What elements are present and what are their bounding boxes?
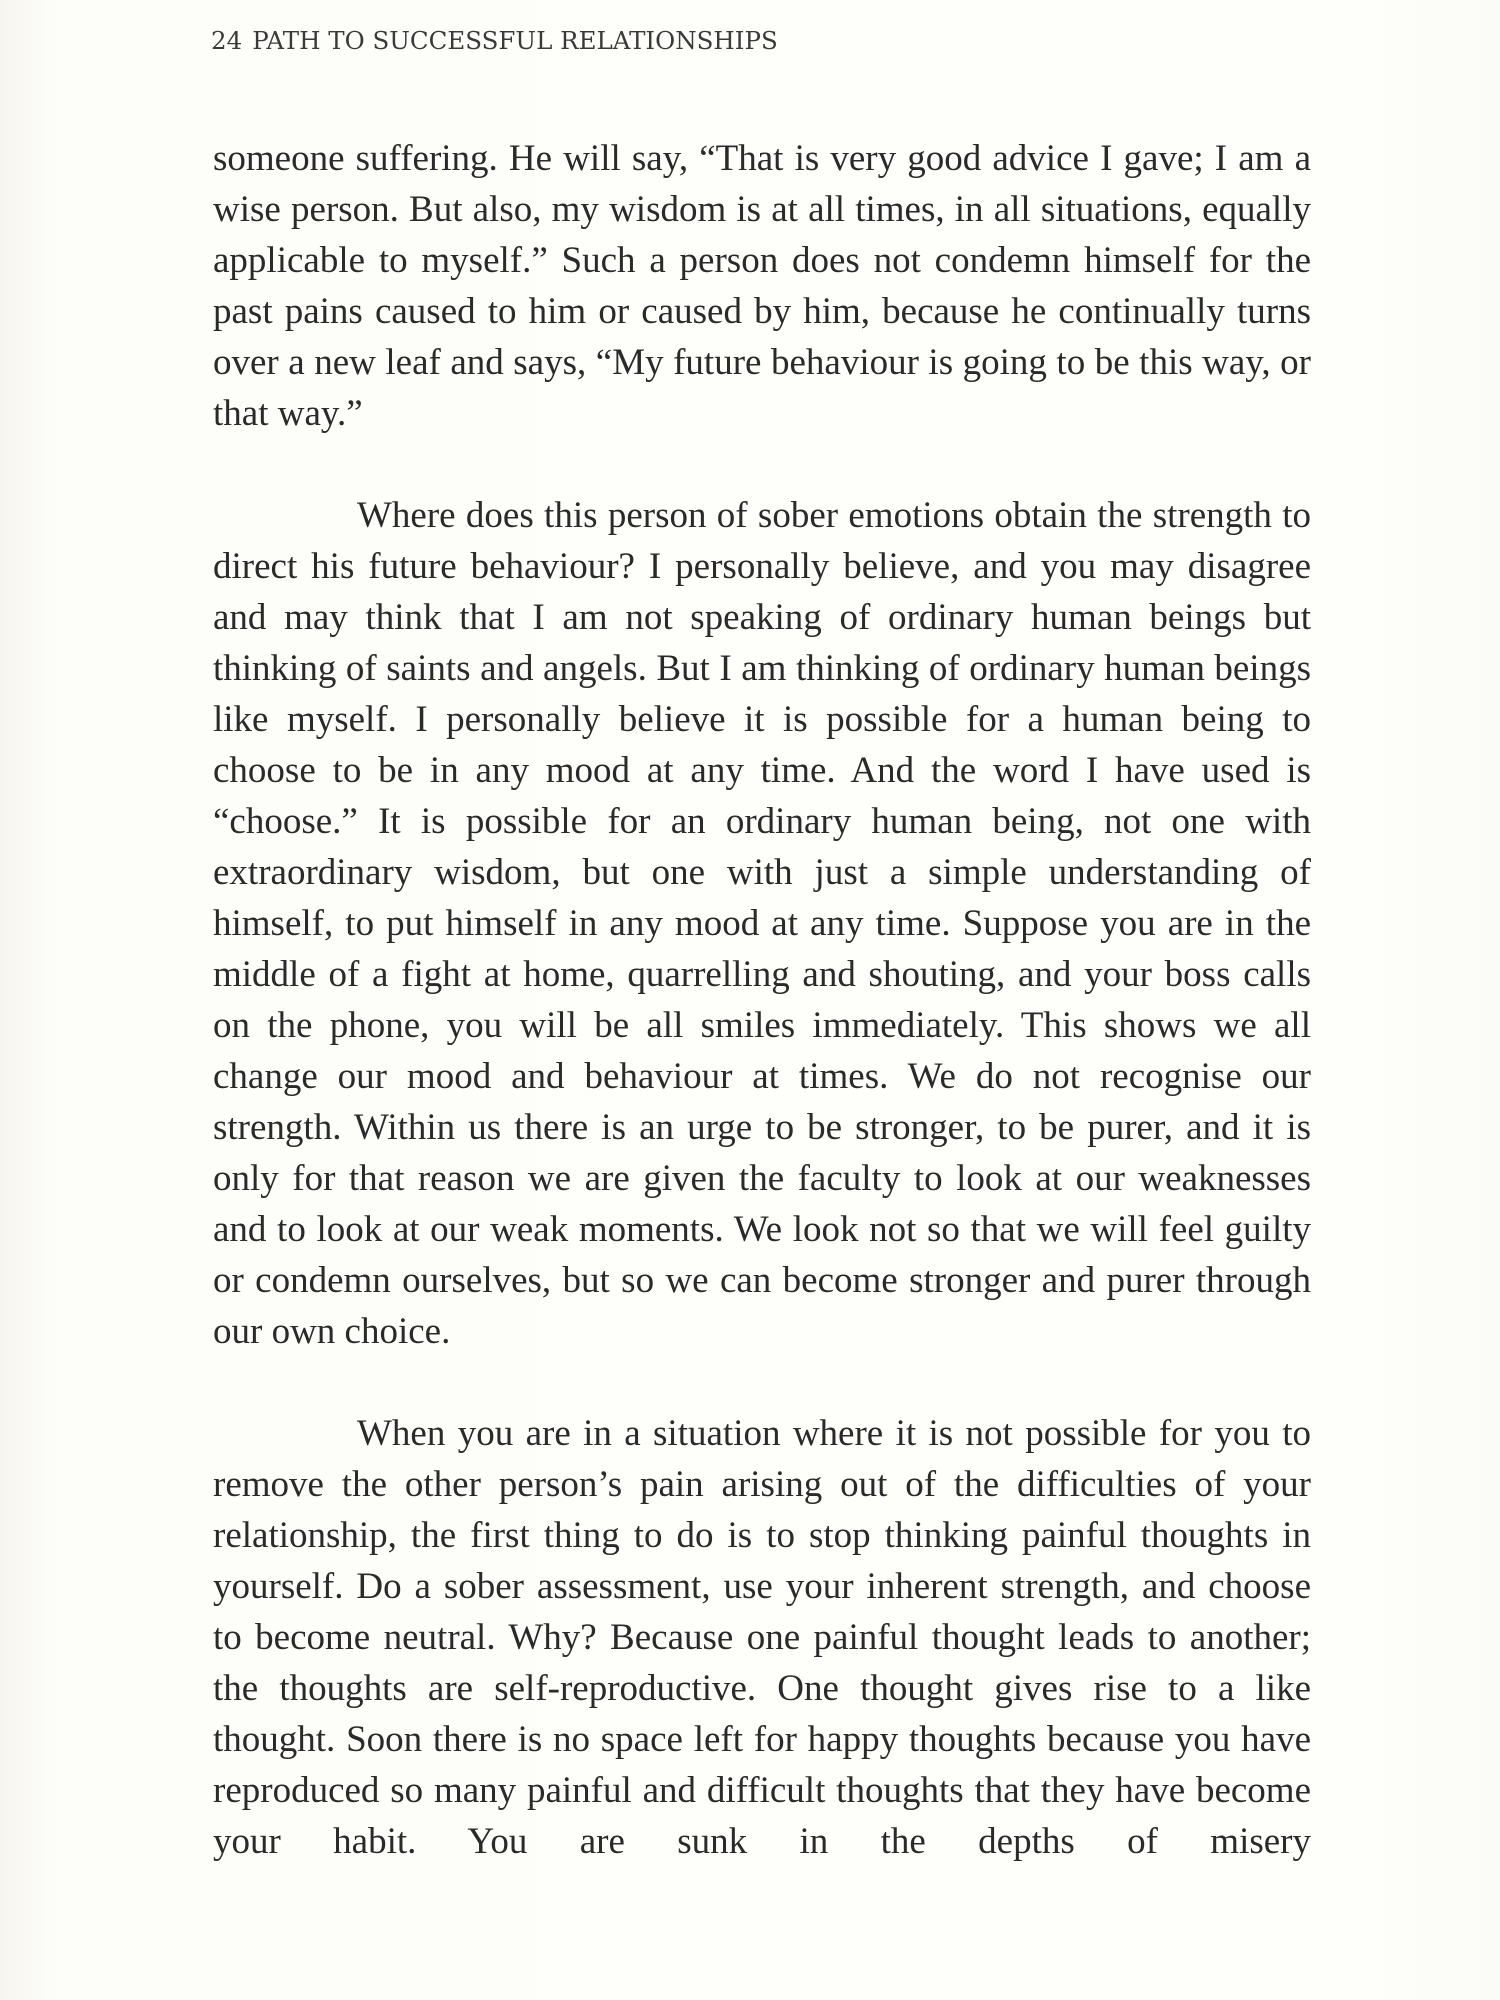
paragraph: someone suffering. He will say, “That is very good advice I gave; I am a wise person. But also, my wisdom is at all times, in all situations, equally applicable to myself.” Such a person does not condemn himself for the past pains caused to him or caused by him, because he continually turns over a new leaf and says, “My future behaviour is going to be this way, or that way.”	[213, 138, 1311, 434]
running-head	[211, 26, 778, 55]
page-number: 24	[211, 26, 243, 55]
body-text	[213, 133, 1311, 1867]
paragraph: Where does this person of sober emotions obtain the strength to direct his future behaviour? I personally believe, and you may disagree and may think that I am not speaking of ordinary human beings but thinking of saints and angels. But I am thinking of ordinary human beings like myself. I personally believe it is possible for a human being to choose to be in any mood at any time. And the word I have used is “choose.” It is possible for an ordinary human being, not one with extraordinary wisdom, but one with just a simple understanding of himself, to put himself in any mood at any time. Suppose you are in the middle of a fight at home, quarrelling and shouting, and your boss calls on the phone, you will be all smiles immediately. This shows we all change our mood and behaviour at times. We do not recognise our strength. Within us there is an urge to be stronger, to be purer, and it is only for that reason we are given the faculty to look at our weaknesses and to look at our weak moments. We look not so that we will feel guilty or condemn ourselves, but so we can become stronger and purer through our own choice.	[213, 495, 1311, 1352]
paragraph: When you are in a situation where it is not possible for you to remove the other person’s pain arising out of the difficulties of your relationship, the first thing to do is to stop thinking painful thoughts in yourself. Do a sober assessment, use your inherent strength, and choose to become neutral. Why? Because one painful thought leads to another; the thoughts are self-reproductive. One thought gives rise to a like thought. Soon there is no space left for happy thoughts because you have reproduced so many painful and difficult thoughts that they have become your habit. You are sunk in the depths of misery	[213, 1413, 1311, 1862]
book-title: PATH TO SUCCESSFUL RELATIONSHIPS	[252, 26, 778, 55]
